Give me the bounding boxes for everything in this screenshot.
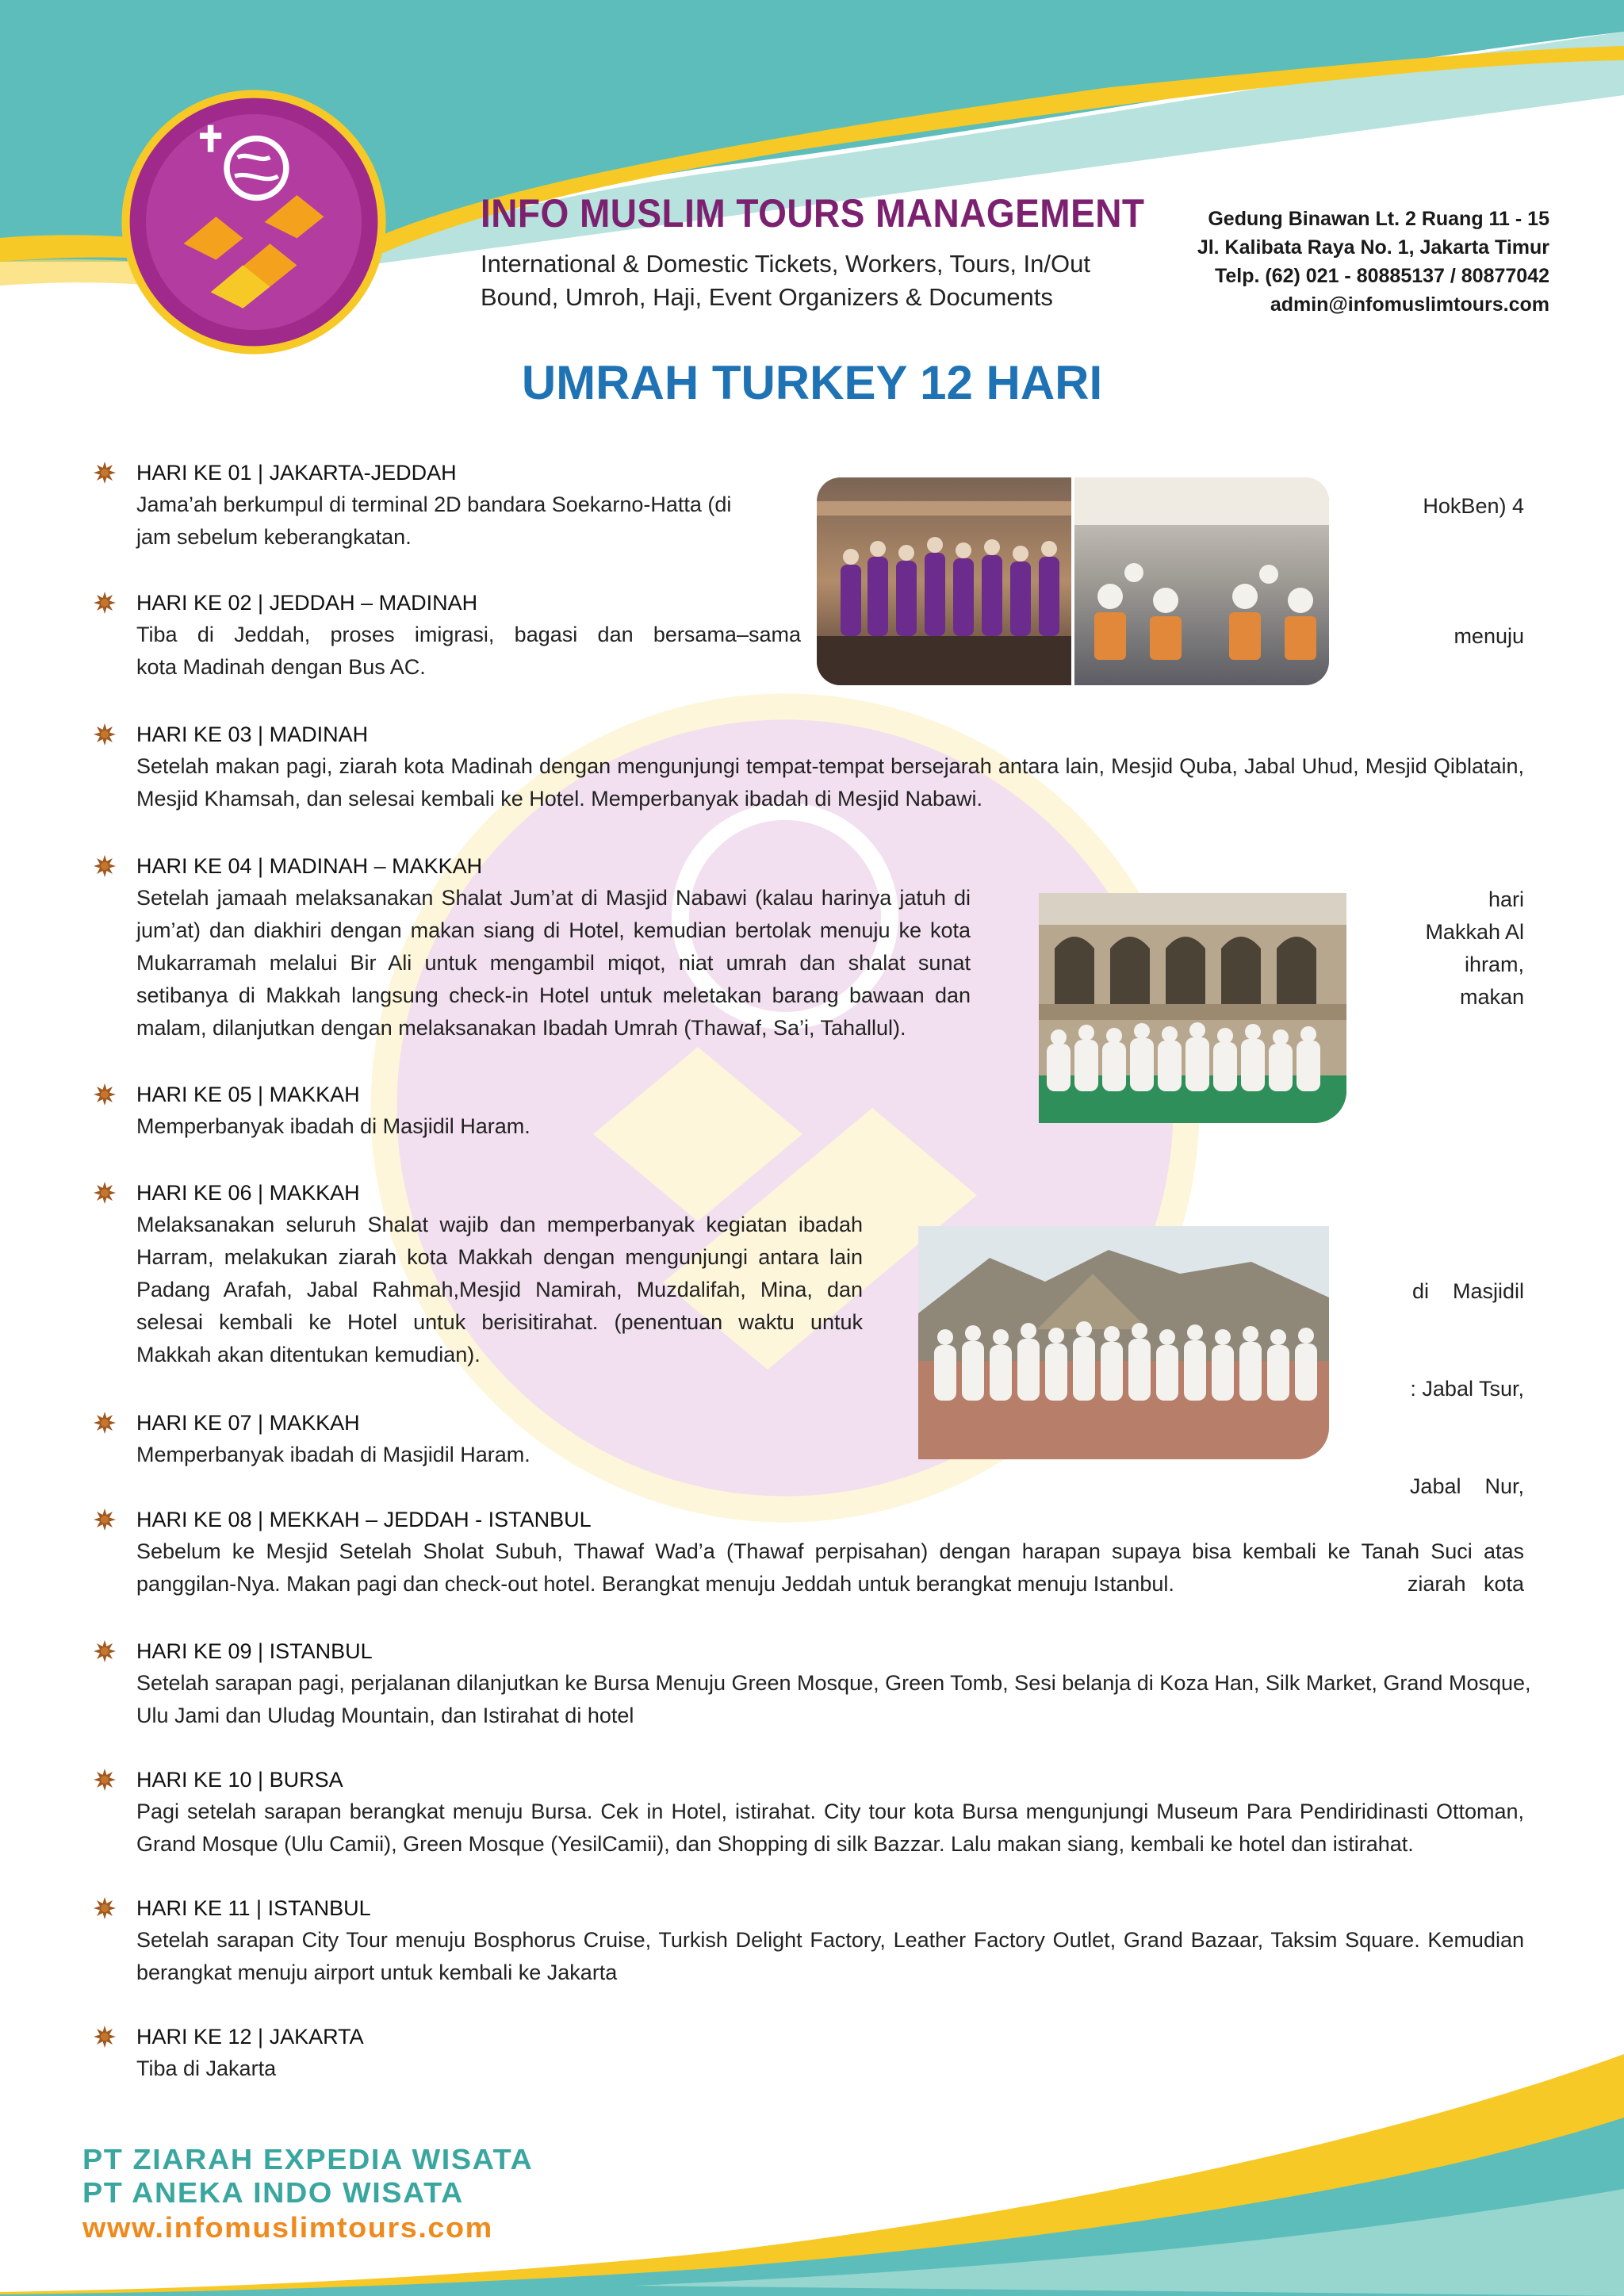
continuation-line: Makkah Al [1425,920,1524,944]
bullet-icon [94,723,116,746]
day-heading: HARI KE 11 | ISTANBUL [136,1896,371,1920]
address-line: Gedung Binawan Lt. 2 Ruang 11 - 15 [1208,208,1549,230]
company-description-line: Bound, Umroh, Haji, Event Organizers & Documents [481,283,1053,311]
continuation-line: : Jabal Tsur, [1410,1377,1524,1401]
day-heading: HARI KE 01 | JAKARTA-JEDDAH [136,461,457,485]
bullet-icon [94,2026,116,2048]
day-text-line: Melaksanakan seluruh Shalat wajib dan memperbanyak kegiatan ibadah [136,1213,863,1236]
continuation-line: hari [1488,887,1524,911]
continuation-line: di Masjidil [1411,1279,1524,1303]
day-heading: HARI KE 08 | MEKKAH – JEDDAH - ISTANBUL [136,1508,592,1531]
day-heading: HARI KE 12 | JAKARTA [136,2025,364,2049]
day-text-line: Makkah akan ditentukan kemudian). [136,1343,481,1366]
day-text-continuation [1348,884,1524,1014]
continuation-line: makan [1459,985,1524,1009]
day-text-line: setibanya di Makkah langsung check-in Hotel untuk meletakan barang bawaan dan [136,983,971,1007]
day-text: Memperbanyak ibadah di Masjidil Haram. [136,1443,530,1466]
continuation-line: ihram, [1464,953,1524,976]
address-line: Telp. (62) 021 - 80885137 / 80877042 [1214,265,1549,287]
day-heading: HARI KE 06 | MAKKAH [136,1181,360,1205]
bullet-icon [94,1182,116,1204]
day-text-line: Harram, melakukan ziarah kota Makkah dengan mengunjungi antara lain [136,1245,863,1269]
photo-jamaah-airport-and-airplane [817,477,1329,685]
day-text-continuation: menuju [1454,624,1524,648]
footer-company-1: PT ZIARAH EXPEDIA WISATA [82,2143,534,2175]
day-heading: HARI KE 10 | BURSA [136,1768,343,1792]
bullet-icon [94,855,116,877]
email-line: admin@infomuslimtours.com [1270,293,1549,316]
company-logo [119,87,389,357]
company-description [481,247,1090,314]
photo-collage [817,477,1329,685]
itinerary-day-11 [94,1892,1524,1989]
continuation-line: Jabal Nur, [1409,1474,1524,1498]
day-heading: HARI KE 09 | ISTANBUL [136,1639,373,1663]
bullet-icon [94,1769,116,1791]
continuation-line: ziarah kota [1407,1572,1524,1596]
day-text: Setelah makan pagi, ziarah kota Madinah dengan mengunjungi tempat-tempat bersejarah antara lain, Mesjid Quba, Jabal Uhud, Mesjid Qiblatain, Mesjid Khamsah, dan selesai kembali ke Hotel. Memperbanyak ibadah di Mesjid Nabawi. [136,754,1524,811]
day-text: Sebelum ke Mesjid Setelah Sholat Subuh, Thawaf Wad’a (Thawaf perpisahan) dengan harapan supaya bisa kembali ke Tanah Suci atas panggilan-Nya. Makan pagi dan check-out hotel. Berangkat menuju Jeddah untuk berangkat menuju Istanbul. [136,1539,1524,1596]
day-text: Tiba di Jeddah, proses imigrasi, bagasi dan bersama–sama [136,623,801,646]
address-line: Jl. Kalibata Raya No. 1, Jakarta Timur [1197,236,1549,259]
day-text: Tiba di Jakarta [136,2056,277,2080]
day-text-line: jum’at) dan diakhiri dengan makan siang di Hotel, kemudian bertolak menuju ke kota [136,918,971,942]
itinerary-day-12 [94,2021,1524,2085]
document-title: UMRAH TURKEY 12 HARI [521,356,1103,409]
company-address [1197,205,1549,319]
bullet-icon [94,1412,116,1434]
itinerary-day-08 [94,1504,1524,1600]
day-text: Pagi setelah sarapan berangkat menuju Bursa. Cek in Hotel, istirahat. City tour kota Bursa mengunjungi Museum Para Pendiridinasti Ottoman, Grand Mosque (Ulu Camii), Green Mosque (YesilCamii), dan Shopping di silk Bazzar. Lalu makan siang, kembali ke hotel dan istirahat. [136,1800,1524,1856]
bullet-icon [94,1083,116,1106]
footer-website-link[interactable]: www.infomuslimtours.com [82,2211,493,2244]
day-text: Memperbanyak ibadah di Masjidil Haram. [136,1114,530,1138]
itinerary-day-10 [94,1764,1524,1861]
itinerary-day-03 [94,719,1524,815]
footer-company-2: PT ANEKA INDO WISATA [82,2176,464,2209]
day-text-line: Padang Arafah, Jabal Rahmah,Mesjid Namirah, Muzdalifah, Mina, dan [136,1278,863,1301]
day-text: Setelah sarapan City Tour menuju Bosphorus Cruise, Turkish Delight Factory, Leather Factory Outlet, Grand Bazaar, Taksim Square. Kemudian berangkat menuju airport untuk kembali ke Jakarta [136,1928,1524,1984]
bullet-icon [94,462,116,484]
day-text-line: Mukarramah melalui Bir Ali untuk mengambil miqot, niat umrah dan shalat sunat [136,951,971,975]
bullet-icon [94,592,116,614]
day-text-line: selesai kembali ke Hotel untuk berisitirahat. (penentuan waktu untuk [136,1310,863,1334]
company-name: INFO MUSLIM TOURS MANAGEMENT [481,191,1145,236]
bullet-icon [94,1897,116,1919]
itinerary-day-09 [94,1635,1531,1732]
day-heading: HARI KE 03 | MADINAH [136,723,369,746]
itinerary-day-05 [94,1079,1524,1143]
itinerary-day-07 [94,1407,1524,1471]
day-text: kota Madinah dengan Bus AC. [136,655,426,679]
day-heading: HARI KE 02 | JEDDAH – MADINAH [136,591,478,615]
day-heading: HARI KE 07 | MAKKAH [136,1411,360,1435]
day-text-line: malam, dilanjutkan dengan melaksanakan Ibadah Umrah (Thawaf, Sa’i, Tahallul). [136,1016,906,1040]
day-heading: HARI KE 04 | MADINAH – MAKKAH [136,854,483,878]
day-text: jam sebelum keberangkatan. [136,525,412,549]
bullet-icon [94,1508,116,1531]
day-text-line: Setelah jamaah melaksanakan Shalat Jum’at di Masjid Nabawi (kalau harinya jatuh di [136,886,971,910]
day-text: Jama’ah berkumpul di terminal 2D bandara Soekarno-Hatta (di [136,493,732,516]
company-description-line: International & Domestic Tickets, Workers, Tours, In/Out [481,250,1090,278]
day-text: Setelah sarapan pagi, perjalanan dilanjutkan ke Bursa Menuju Green Mosque, Green Tomb, Sesi belanja di Koza Han, Silk Market, Grand Mosque, Ulu Jami dan Uludag Mountain, dan Istirahat di hotel [136,1671,1531,1727]
day-text-continuation: HokBen) 4 [1423,494,1524,518]
bullet-icon [94,1640,116,1662]
day-heading: HARI KE 05 | MAKKAH [136,1083,360,1106]
